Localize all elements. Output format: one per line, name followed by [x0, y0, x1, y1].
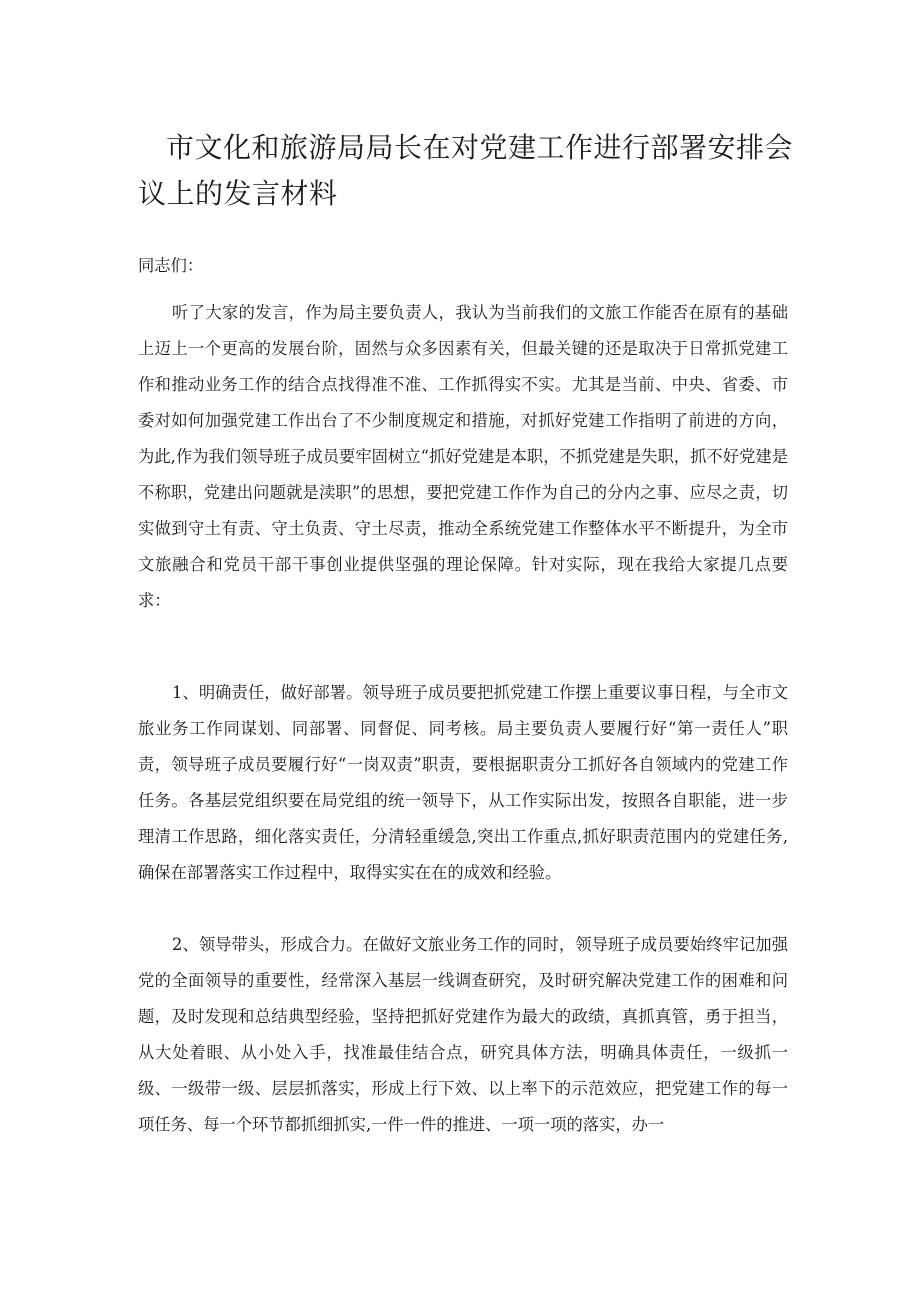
- paragraph-responsibility: 1、明确责任，做好部署。领导班子成员要把抓党建工作摆上重要议事日程，与全市文旅业务工作同谋划、同部署、同督促、同考核。局主要负责人要履行好“第一责任人”职责，领导班子成员要履行好“一岗双责”职责，要根据职责分工抓好各自领域内的党建工作任务。各基层党组织要在局党组的统一领导下，从工作实际出发，按照各自职能，进一步理清工作思路，细化落实责任，分清轻重缓急,突出工作重点,抓好职责范围内的党建任务,确保在部署落实工作过程中，取得实实在在的成效和经验。: [138, 683, 788, 882]
- greeting: 同志们：: [138, 256, 204, 275]
- paragraph-intro: 听了大家的发言，作为局主要负责人，我认为当前我们的文旅工作能否在原有的基础上迈上一个更高的发展台阶，固然与众多因素有关，但最关键的还是取决于日常抓党建工作和推动业务工作的结合点找得准不准、工作抓得实不实。尤其是当前、中央、省委、市委对如何加强党建工作出台了不少制度规定和措施，对抓好党建工作指明了前进的方向，为此,作为我们领导班子成员要牢固树立“抓好党建是本职，不抓党建是失职，抓不好党建是不称职，党建出问题就是渎职”的思想，要把党建工作作为自己的分内之事、应尽之责，切实做到守土有责、守土负责、守土尽责，推动全系统党建工作整体水平不断提升，为全市文旅融合和党员干部干事创业提供坚强的理论保障。针对实际，现在我给大家提几点要求：: [138, 303, 788, 610]
- paragraph-leadership: 2、领导带头，形成合力。在做好文旅业务工作的同时，领导班子成员要始终牢记加强党的全面领导的重要性，经常深入基层一线调查研究，及时研究解决党建工作的困难和问题，及时发现和总结典型经验，坚持把抓好党建作为最大的政绩，真抓真管，勇于担当，从大处着眼、从小处入手，找准最佳结合点，研究具体方法，明确具体责任，一级抓一级、一级带一级、层层抓落实，形成上行下效、以上率下的示范效应，把党建工作的每一项任务、每一个环节都抓细抓实,一件一件的推进、一项一项的落实，办一: [138, 935, 788, 1134]
- document-title: 市文化和旅游局局长在对党建工作进行部署安排会议上的发言材料: [138, 131, 794, 210]
